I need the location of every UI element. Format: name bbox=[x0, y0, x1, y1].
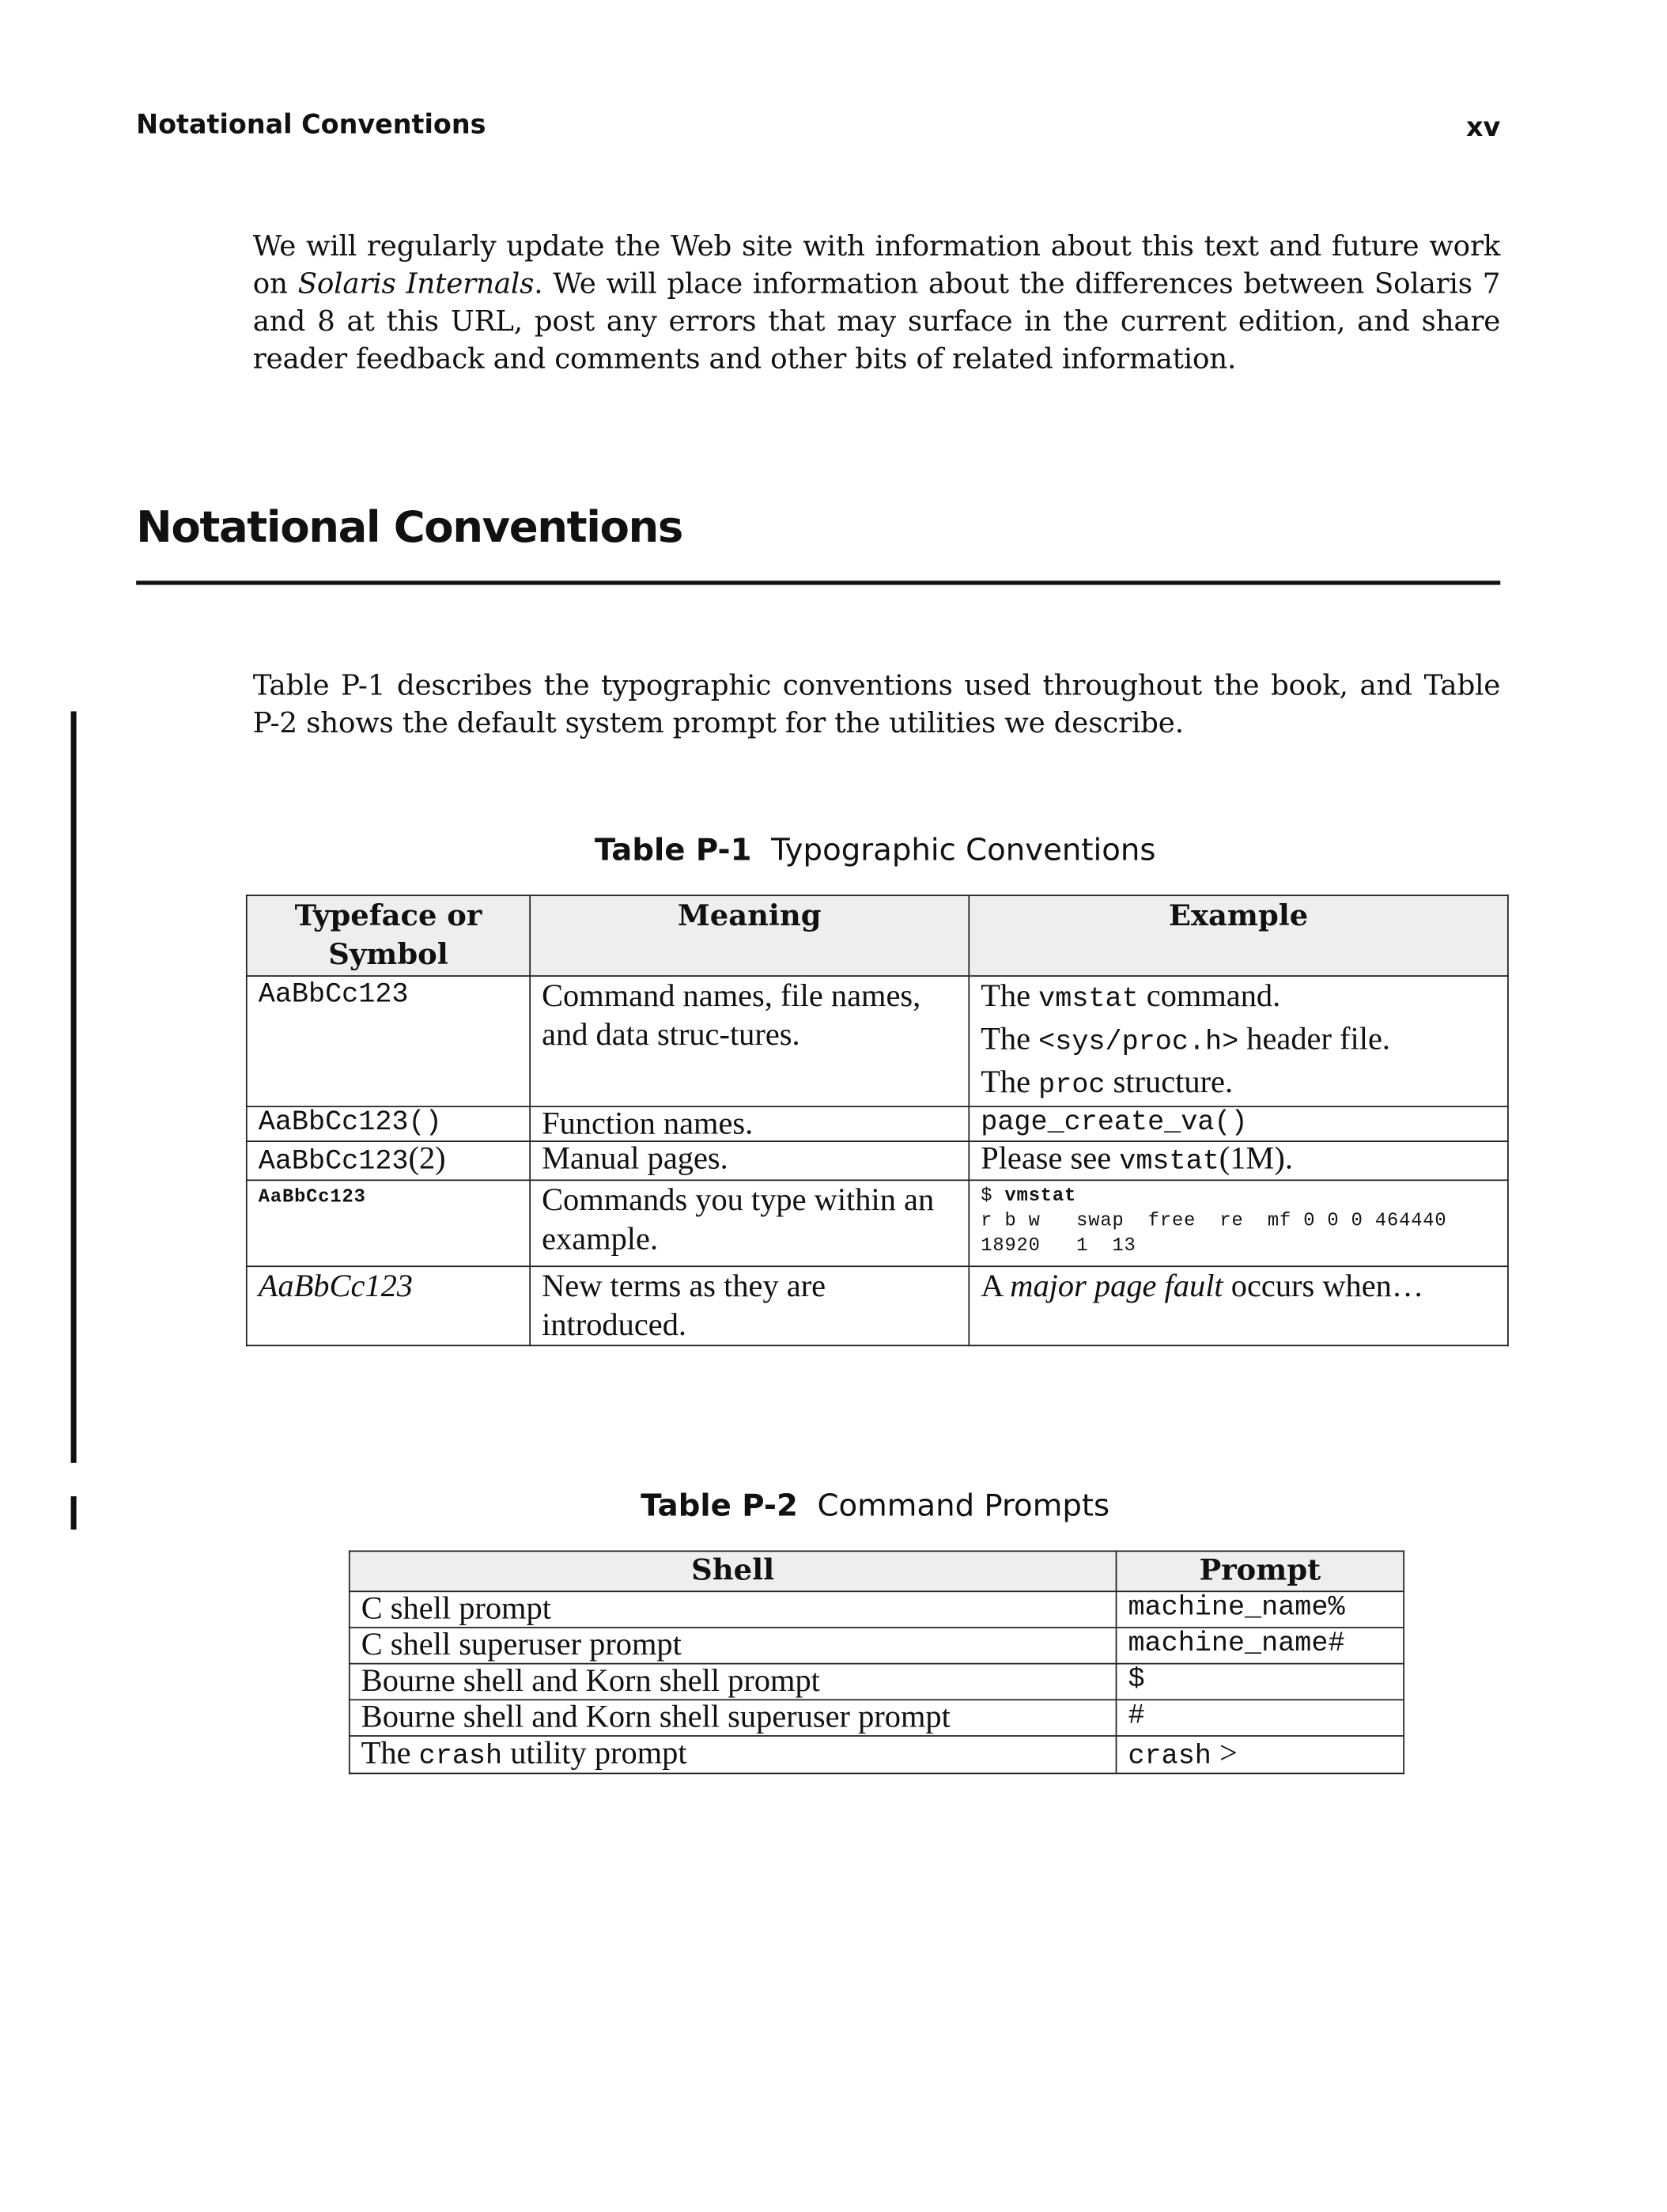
code: vmstat bbox=[1038, 983, 1139, 1016]
code: AaBbCc123 bbox=[258, 1146, 409, 1178]
example-cell bbox=[969, 1180, 1508, 1266]
heading-rule bbox=[136, 580, 1500, 584]
table2-caption bbox=[0, 1489, 1667, 1524]
table-header-row bbox=[247, 895, 1508, 976]
symbol-cell bbox=[247, 1141, 530, 1180]
text: occurs when… bbox=[1223, 1268, 1424, 1303]
caption-title: Typographic Conventions bbox=[771, 834, 1156, 868]
meaning-cell: Function names. bbox=[530, 1106, 969, 1141]
text: structure. bbox=[1105, 1064, 1234, 1099]
intro-paragraph bbox=[253, 228, 1501, 378]
prompt-cell: machine_name% bbox=[1117, 1591, 1404, 1628]
text: (2) bbox=[408, 1140, 446, 1176]
column-header: Prompt bbox=[1117, 1551, 1404, 1591]
text: header file. bbox=[1238, 1021, 1390, 1057]
prompt-cell bbox=[1117, 1736, 1404, 1773]
table-row bbox=[350, 1664, 1404, 1700]
caption-label: Table P-1 bbox=[594, 834, 752, 868]
table-row bbox=[350, 1591, 1404, 1628]
section-paragraph: Table P-1 describes the typographic conventions used throughout the book, and Table P-2 shows the default system prompt for the utilities we describe. bbox=[252, 667, 1501, 739]
command: vmstat bbox=[1004, 1186, 1077, 1208]
change-bar bbox=[71, 711, 77, 1462]
table-row bbox=[247, 1141, 1508, 1180]
symbol-cell: AaBbCc123 bbox=[247, 976, 530, 1106]
example-cell bbox=[969, 1141, 1508, 1180]
text: (1M). bbox=[1219, 1140, 1293, 1176]
text: The bbox=[981, 977, 1039, 1013]
symbol-cell: AaBbCc123() bbox=[247, 1106, 530, 1141]
text: A bbox=[981, 1268, 1011, 1303]
shell-cell: C shell prompt bbox=[350, 1591, 1117, 1628]
table-row bbox=[247, 1106, 1508, 1141]
code: proc bbox=[1038, 1069, 1106, 1102]
table-row bbox=[247, 1180, 1508, 1266]
table-row bbox=[350, 1736, 1404, 1773]
output-line: 18920 1 13 bbox=[981, 1236, 1136, 1257]
prompt: $ bbox=[981, 1186, 993, 1208]
prompt-cell: $ bbox=[1117, 1664, 1404, 1700]
text: . We will place information about the differences between Solaris 7 and 8 at this URL, post any errors that may surface in the current edition, and share reader feedback and comments and other bits of related information. bbox=[252, 267, 1501, 376]
text: We will regularly update the Web site with information about this text and future work on bbox=[252, 229, 1501, 301]
text: The bbox=[361, 1735, 419, 1771]
caption-title: Command Prompts bbox=[817, 1489, 1110, 1525]
page-number: xv bbox=[1465, 112, 1501, 143]
prompt-cell: # bbox=[1117, 1700, 1404, 1736]
code: crash bbox=[418, 1741, 503, 1773]
column-header: Example bbox=[969, 895, 1508, 976]
running-header-title: Notational Conventions bbox=[136, 109, 486, 141]
meaning-cell: Command names, file names, and data struc-tures. bbox=[530, 976, 969, 1106]
text: utility prompt bbox=[502, 1735, 687, 1771]
text: The bbox=[981, 1021, 1039, 1057]
text: > bbox=[1211, 1735, 1238, 1771]
table-row bbox=[247, 976, 1508, 1106]
table-row bbox=[247, 1266, 1508, 1345]
column-header: Shell bbox=[350, 1551, 1117, 1591]
typographic-conventions-table bbox=[246, 894, 1509, 1346]
column-header: Typeface or Symbol bbox=[247, 895, 530, 976]
shell-cell: C shell superuser prompt bbox=[350, 1628, 1117, 1664]
prompt-cell: machine_name# bbox=[1117, 1628, 1404, 1664]
table-header-row bbox=[350, 1551, 1404, 1591]
example-cell bbox=[969, 1266, 1508, 1345]
text: Please see bbox=[981, 1140, 1120, 1176]
term: major page fault bbox=[1010, 1268, 1223, 1303]
example-cell bbox=[969, 976, 1508, 1106]
code: vmstat bbox=[1119, 1146, 1219, 1178]
symbol-cell: AaBbCc123 bbox=[247, 1266, 530, 1345]
shell-cell: Bourne shell and Korn shell prompt bbox=[350, 1664, 1117, 1700]
output-line: r b w swap free re mf 0 0 0 464440 bbox=[981, 1211, 1447, 1233]
command-prompts-table bbox=[349, 1550, 1404, 1774]
code: <sys/proc.h> bbox=[1038, 1027, 1239, 1059]
table-row bbox=[350, 1700, 1404, 1736]
meaning-cell: Manual pages. bbox=[530, 1141, 969, 1180]
section-heading: Notational Conventions bbox=[136, 502, 682, 554]
shell-cell bbox=[350, 1736, 1117, 1773]
example-cell: page_create_va() bbox=[969, 1106, 1508, 1141]
meaning-cell: New terms as they are introduced. bbox=[530, 1266, 969, 1345]
table1-caption bbox=[0, 834, 1667, 868]
shell-cell: Bourne shell and Korn shell superuser prompt bbox=[350, 1700, 1117, 1736]
text: command. bbox=[1138, 977, 1281, 1013]
book-title: Solaris Internals bbox=[297, 267, 535, 301]
symbol-cell: AaBbCc123 bbox=[247, 1180, 530, 1266]
column-header: Meaning bbox=[530, 895, 969, 976]
meaning-cell: Commands you type within an example. bbox=[530, 1180, 969, 1266]
code: crash bbox=[1128, 1741, 1212, 1773]
table-row bbox=[350, 1628, 1404, 1664]
caption-label: Table P-2 bbox=[641, 1489, 798, 1525]
text: The bbox=[981, 1064, 1039, 1099]
